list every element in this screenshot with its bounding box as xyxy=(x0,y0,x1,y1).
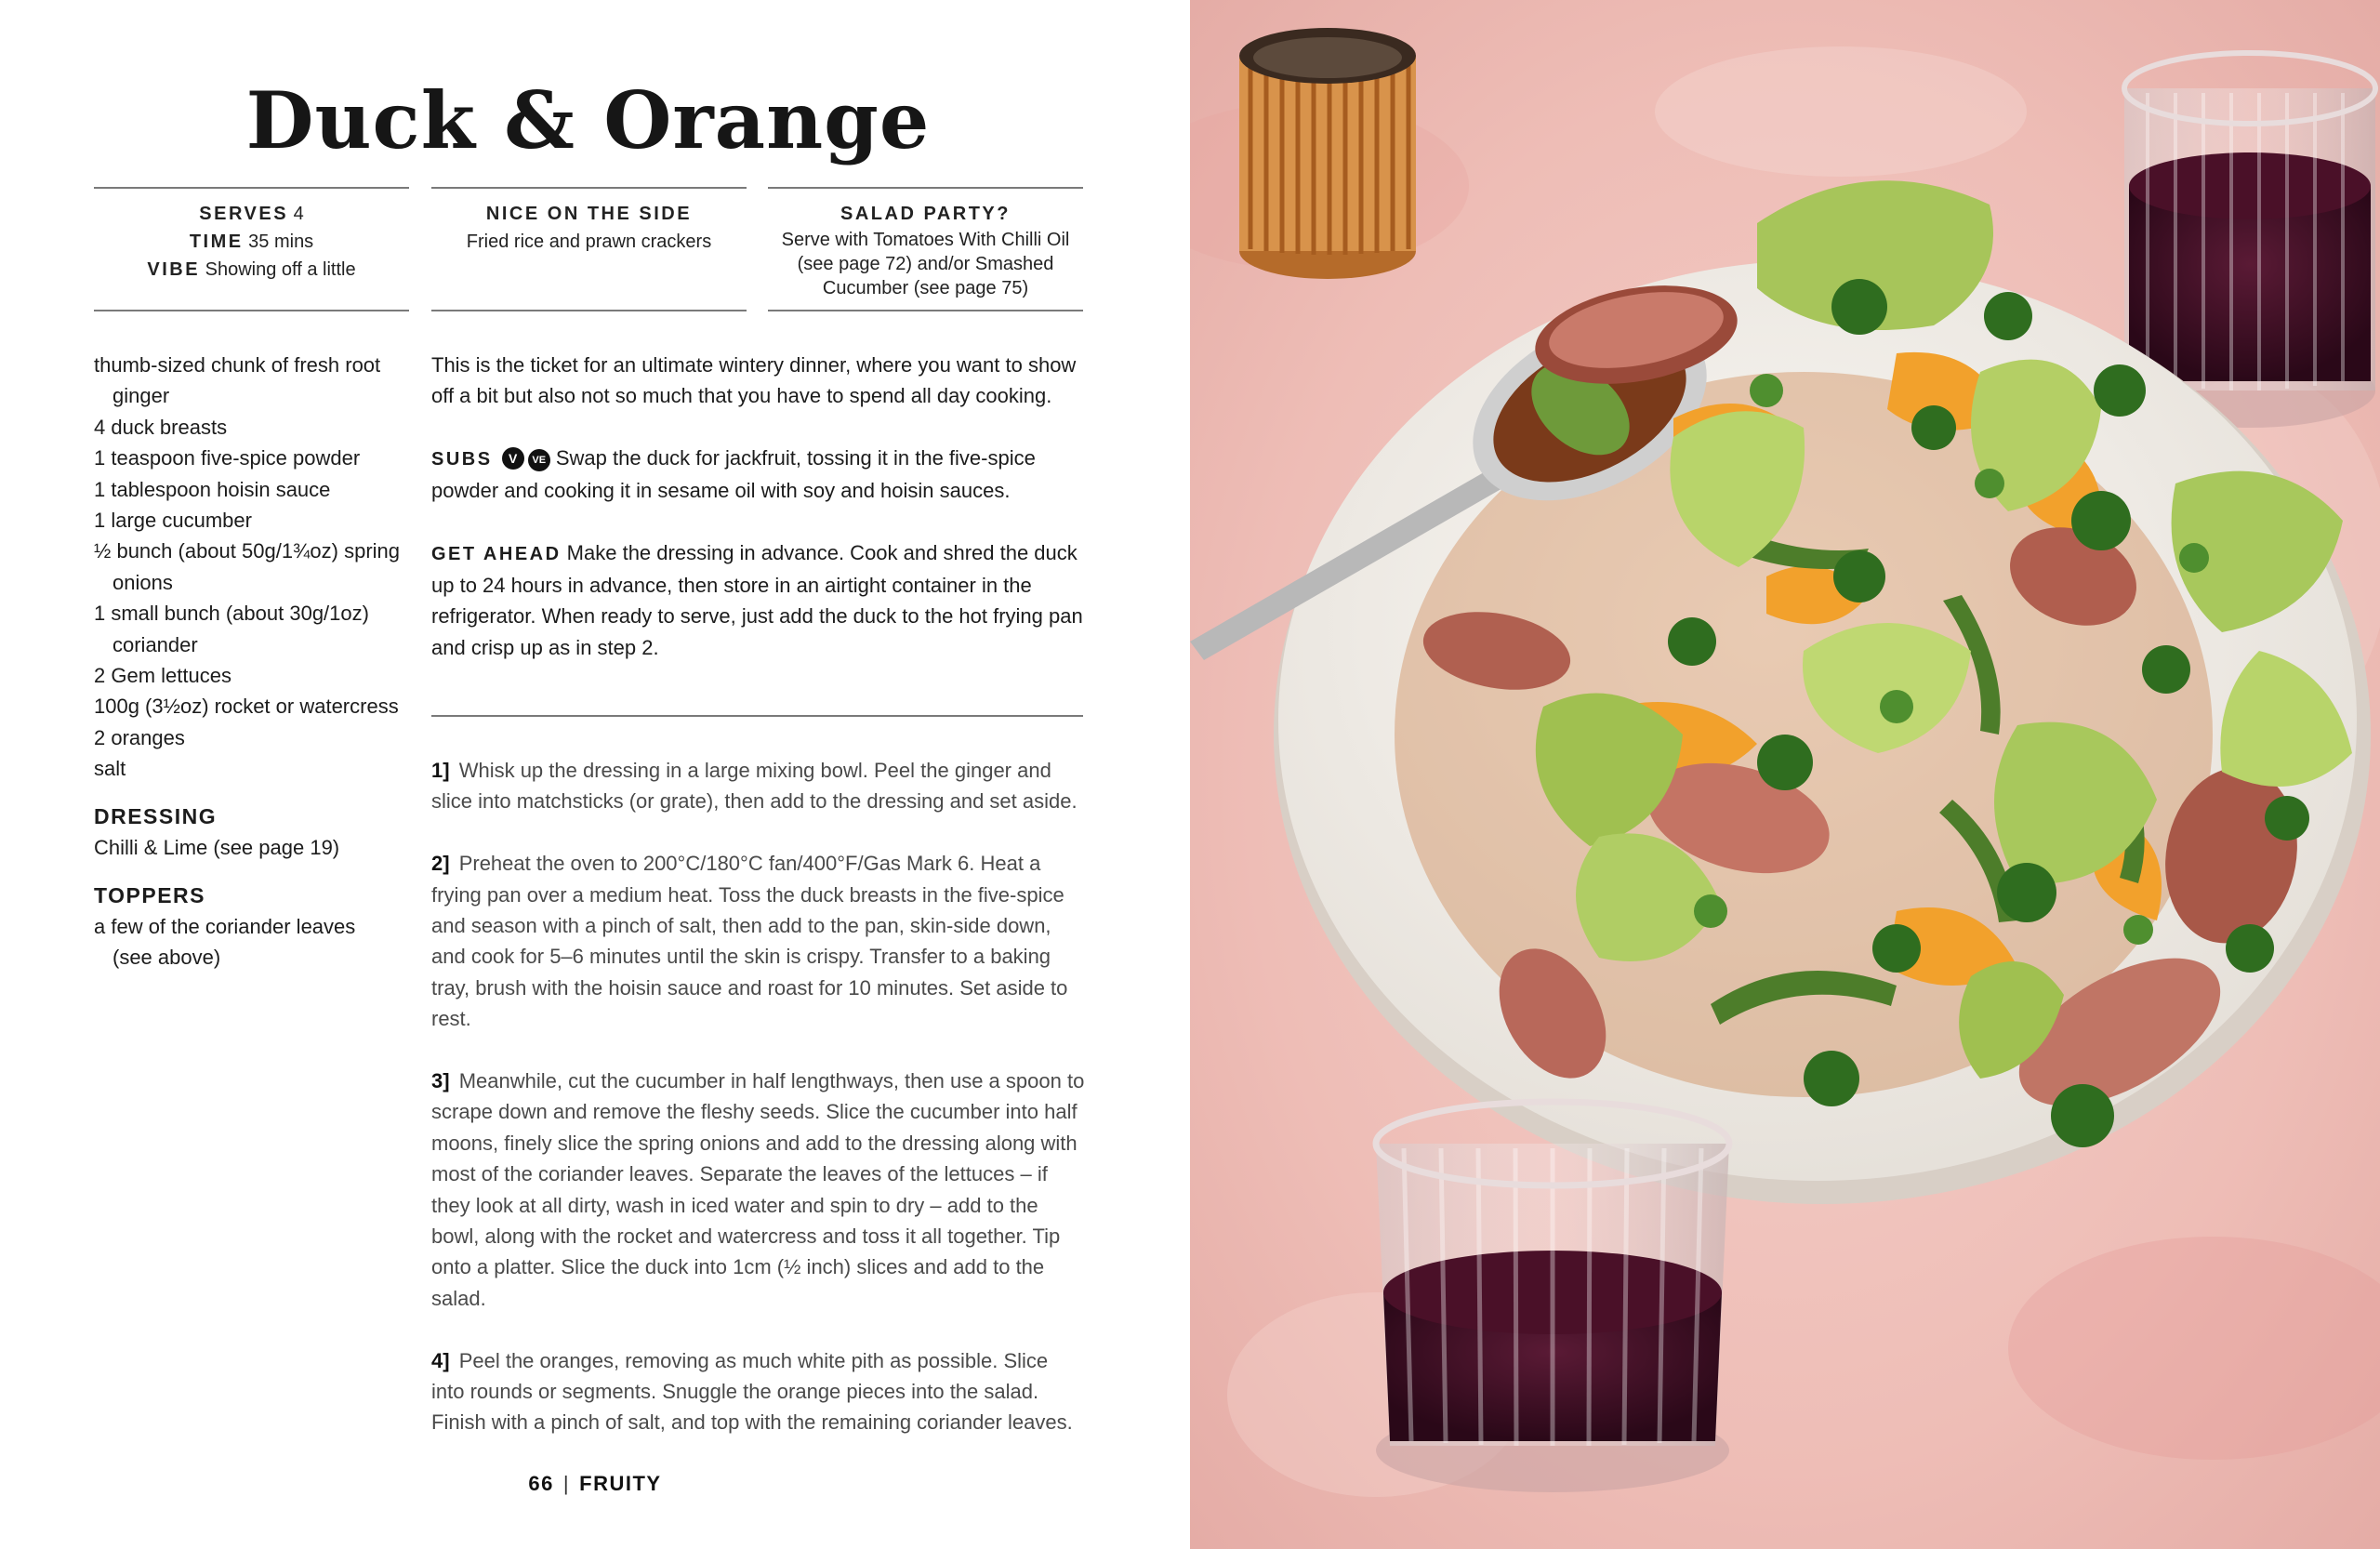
salad-illustration xyxy=(1190,0,2380,1549)
party-label: SALAD PARTY? xyxy=(840,204,1011,224)
step-text: Whisk up the dressing in a large mixing bowl. Peel the ginger and slice into matchsticks (or grate), then add to the dressing and set aside. xyxy=(431,759,1078,814)
vegan-badge-icon: VE xyxy=(528,449,550,471)
meta-side xyxy=(431,187,747,311)
intro-section xyxy=(431,350,1086,694)
vibe-label: VIBE xyxy=(147,259,201,280)
party-value: Serve with Tomatoes With Chilli Oil (see page 72) and/or Smashed Cucumber (see page 75) xyxy=(781,230,1070,298)
toppers-item: a few of the coriander leaves (see above) xyxy=(94,914,356,970)
serves-value: 4 xyxy=(293,204,304,224)
food-photo xyxy=(1190,0,2380,1549)
ingredient-item: 100g (3½oz) rocket or watercress xyxy=(94,695,399,719)
meta-serves-time-vibe xyxy=(94,187,409,311)
ingredient-item: 2 Gem lettuces xyxy=(94,664,231,688)
get-ahead-label: GET AHEAD xyxy=(431,543,562,564)
rattan-candle-holder xyxy=(1239,28,1416,279)
subs-paragraph xyxy=(431,443,1086,507)
method-steps xyxy=(431,755,1086,1469)
step-text: Preheat the oven to 200°C/180°C fan/400°F/Gas Mark 6. Heat a frying pan over a medium heat. Toss the duck breasts in the five-spice and season with a pinch of salt, then add to the pan, skin-side down, and cook for 5–6 minutes until the skin is crispy. Transfer to a baking tray, brush with the hoisin sauce and roast for 10 minutes. Set aside to rest. xyxy=(431,852,1068,1031)
wine-glass-bottom xyxy=(1376,1102,1729,1492)
footer-separator: | xyxy=(562,1472,571,1495)
vibe-value: Showing off a little xyxy=(205,259,356,280)
ingredient-item: 1 tablespoon hoisin sauce xyxy=(94,477,331,501)
step-number: 1] xyxy=(431,759,450,782)
subs-label: SUBS xyxy=(431,448,493,470)
ingredient-item: ½ bunch (about 50g/1¾oz) spring onions xyxy=(94,539,401,594)
meta-salad-party xyxy=(768,187,1083,311)
ingredient-item: 1 large cucumber xyxy=(94,509,252,533)
ingredient-item: 1 small bunch (about 30g/1oz) coriander xyxy=(94,602,369,656)
toppers-heading: TOPPERS xyxy=(94,882,205,907)
intro-text: This is the ticket for an ultimate wintery dinner, where you want to show off a bit but also not so much that you have to spend all day cooking. xyxy=(431,353,1077,408)
dressing-heading: DRESSING xyxy=(94,803,218,828)
recipe-title: Duck & Orange xyxy=(245,74,931,166)
vegetarian-badge-icon: V xyxy=(502,447,524,470)
chapter-name: FRUITY xyxy=(579,1472,662,1495)
step-number: 4] xyxy=(431,1348,450,1372)
get-ahead-text: Make the dressing in advance. Cook and shred the duck up to 24 hours in advance, then store in an airtight container in the refrigerator. When ready to serve, just add the duck to the hot frying pan and crisp up as in step 2. xyxy=(431,540,1083,659)
page-number: 66 xyxy=(528,1472,554,1495)
ingredient-item: thumb-sized chunk of fresh root ginger xyxy=(94,353,381,408)
page-footer xyxy=(0,1472,1190,1496)
time-value: 35 mins xyxy=(248,232,314,252)
side-value: Fried rice and prawn crackers xyxy=(466,232,712,252)
ingredient-item: 1 teaspoon five-spice powder xyxy=(94,446,361,470)
time-label: TIME xyxy=(189,232,244,252)
dressing-item: Chilli & Lime (see page 19) xyxy=(94,836,340,860)
method-step xyxy=(431,1066,1086,1314)
get-ahead-paragraph xyxy=(431,537,1086,664)
subs-text: Swap the duck for jackfruit, tossing it in the five-spice powder and cooking it in sesame oil with soy and hoisin sauces. xyxy=(431,445,1036,503)
method-step xyxy=(431,1345,1086,1438)
ingredient-item: salt xyxy=(94,757,126,781)
method-step xyxy=(431,755,1086,817)
step-text: Peel the oranges, removing as much white pith as possible. Slice into rounds or segments. Snuggle the orange pieces into the salad. Finish with a pinch of salt, and top with the remaining coriander leaves. xyxy=(431,1348,1073,1435)
ingredients-list xyxy=(94,350,401,973)
ingredient-item: 4 duck breasts xyxy=(94,415,228,439)
step-number: 2] xyxy=(431,852,450,876)
method-step xyxy=(431,848,1086,1034)
serves-label: SERVES xyxy=(199,204,289,224)
ingredient-item: 2 oranges xyxy=(94,725,185,749)
step-text: Meanwhile, cut the cucumber in half lengthways, then use a spoon to scrape down and remove the fleshy seeds. Slice the cucumber into half moons, finely slice the spring onions and add to the dressing along with most of the coriander leaves. Separate the leaves of the lettuces – if they look at all dirty, wash in iced water and spin to dry – add to the bowl, along with the rocket and watercress and toss it all together. Tip onto a platter. Slice the duck into 1cm (½ inch) slices and add to the salad. xyxy=(431,1069,1085,1310)
section-divider xyxy=(431,715,1083,717)
side-label: NICE ON THE SIDE xyxy=(485,204,693,224)
step-number: 3] xyxy=(431,1069,450,1093)
